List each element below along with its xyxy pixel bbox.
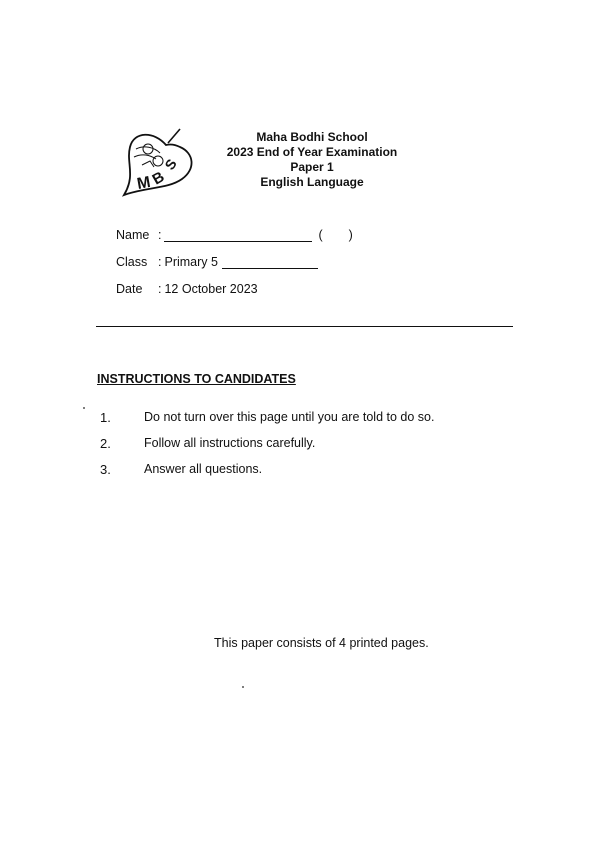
instruction-number: 2. <box>100 436 111 451</box>
name-field-row <box>116 226 353 242</box>
scan-speck <box>83 407 85 409</box>
instruction-item <box>100 436 315 451</box>
class-field-row <box>116 253 318 269</box>
class-input-blank[interactable] <box>222 256 318 269</box>
paper-number: Paper 1 <box>290 160 334 174</box>
date-value: 12 October 2023 <box>164 282 258 296</box>
svg-text:B: B <box>149 168 168 189</box>
instruction-number: 1. <box>100 410 111 425</box>
section-divider <box>96 326 513 327</box>
scan-speck <box>242 686 244 688</box>
svg-text:M: M <box>135 173 152 193</box>
school-logo <box>116 125 202 197</box>
exam-title: 2023 End of Year Examination <box>226 145 398 159</box>
bodhi-leaf-logo-icon <box>116 125 202 197</box>
name-colon: : <box>158 228 162 242</box>
name-label: Name <box>116 228 150 242</box>
page-count-note: This paper consists of 4 printed pages. <box>214 636 429 650</box>
instruction-item <box>100 410 434 425</box>
class-label: Class <box>116 255 148 269</box>
svg-text:S: S <box>161 155 180 173</box>
register-number-open-paren: ( <box>318 228 323 242</box>
subject-name: English Language <box>260 175 364 189</box>
school-name: Maha Bodhi School <box>256 130 368 144</box>
date-colon: : <box>158 282 162 296</box>
class-value: Primary 5 <box>164 255 218 269</box>
instruction-text: Do not turn over this page until you are told to do so. <box>144 410 435 424</box>
instruction-number: 3. <box>100 462 111 477</box>
instruction-item <box>100 462 262 477</box>
name-input-blank[interactable] <box>164 229 312 242</box>
instruction-text: Follow all instructions carefully. <box>144 436 316 450</box>
exam-header <box>212 130 412 190</box>
instruction-text: Answer all questions. <box>144 462 263 476</box>
register-number-close-paren: ) <box>348 228 353 242</box>
date-label: Date <box>116 282 143 296</box>
instructions-heading: INSTRUCTIONS TO CANDIDATES <box>97 372 296 386</box>
date-field-row <box>116 280 258 296</box>
class-colon: : <box>158 255 162 269</box>
